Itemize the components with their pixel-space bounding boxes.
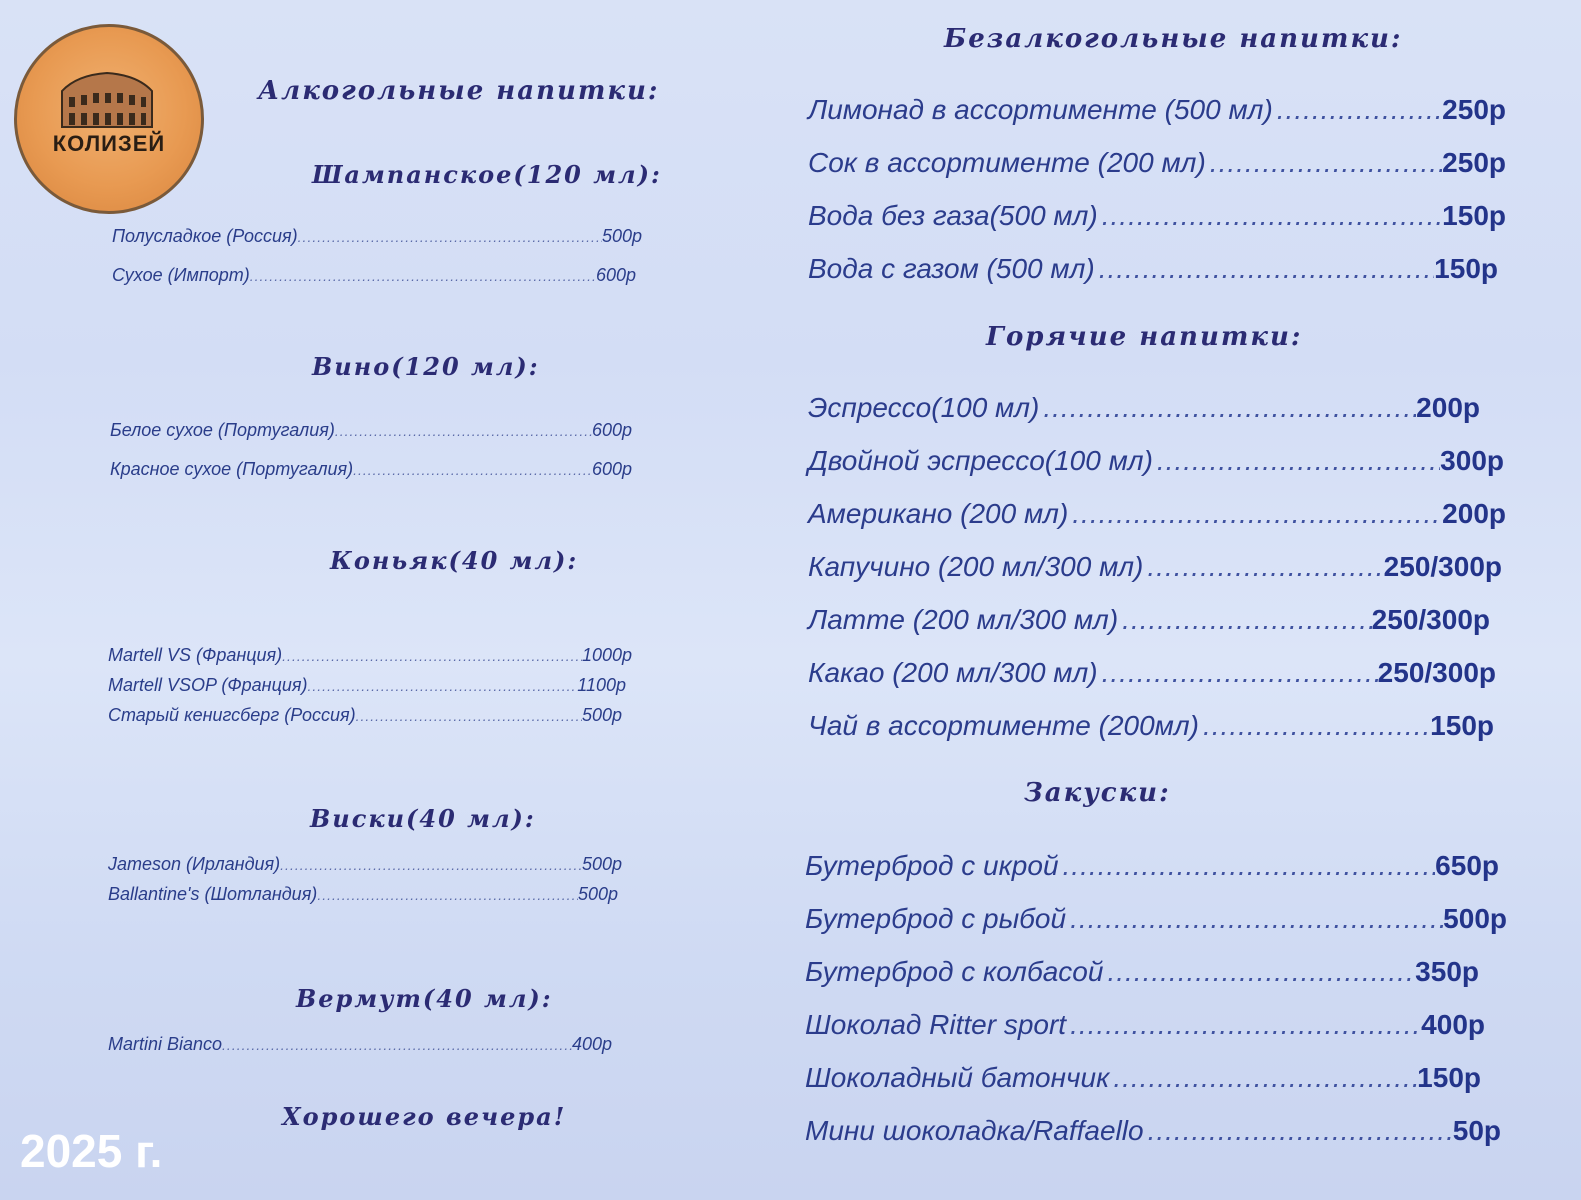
section-title-cognac: Коньяк(40 мл): bbox=[330, 546, 579, 575]
list-item: Бутерброд с рыбой ..... 500р bbox=[805, 903, 1507, 935]
footer-greeting: Хорошего вечера! bbox=[282, 1102, 567, 1131]
list-item: Мини шоколадка/Raffaello ..... 50р bbox=[805, 1115, 1501, 1147]
list-item: Капучино (200 мл/300 мл) ..... 250/300р bbox=[808, 551, 1502, 583]
list-item: Какао (200 мл/300 мл) ..... 250/300р bbox=[808, 657, 1496, 689]
list-item: Двойной эспрессо(100 мл) ..... 300р bbox=[808, 445, 1504, 477]
section-title-vermouth: Вермут(40 мл): bbox=[296, 984, 553, 1013]
list-item: Красное сухое (Португалия) ..... 600р bbox=[110, 459, 632, 481]
list-item: Бутерброд с колбасой ..... 350р bbox=[805, 956, 1479, 988]
list-item: Чай в ассортименте (200мл) ..... 150р bbox=[808, 710, 1494, 742]
list-item: Шоколад Ritter sport ..... 400р bbox=[805, 1009, 1485, 1041]
section-title-whisky: Виски(40 мл): bbox=[310, 804, 536, 833]
colosseum-icon bbox=[57, 69, 157, 129]
section-title-soft-drinks: Безалкогольные напитки: bbox=[944, 24, 1403, 54]
list-item: Американо (200 мл) ..... 200р bbox=[808, 498, 1506, 530]
section-title-hot-drinks: Горячие напитки: bbox=[986, 322, 1303, 352]
list-item: Эспрессо(100 мл) ..... 200р bbox=[808, 392, 1480, 424]
list-item: Вода с газом (500 мл) ..... 150р bbox=[808, 253, 1498, 285]
list-item: Шоколадный батончик ..... 150р bbox=[805, 1062, 1481, 1094]
section-title-wine: Вино(120 мл): bbox=[312, 352, 540, 381]
list-item: Вода без газа(500 мл) ..... 150р bbox=[808, 200, 1506, 232]
list-item: Сухое (Импорт) ..... 600р bbox=[112, 265, 636, 287]
section-title-snacks: Закуски: bbox=[1024, 778, 1171, 808]
list-item: Полусладкое (Россия) ..... 500р bbox=[112, 226, 642, 248]
list-item: Лимонад в ассортименте (500 мл) ..... 250р bbox=[808, 94, 1506, 126]
list-item: Латте (200 мл/300 мл) ..... 250/300р bbox=[808, 604, 1490, 636]
list-item: Белое сухое (Португалия) ..... 600р bbox=[110, 420, 632, 442]
list-item: Martini Bianco ..... 400р bbox=[108, 1034, 612, 1056]
list-item: Martell VSOP (Франция) ..... 1100р bbox=[108, 675, 626, 697]
list-item: Старый кенигсберг (Россия) ..... 500р bbox=[108, 705, 622, 727]
section-title-champagne: Шампанское(120 мл): bbox=[312, 160, 662, 189]
list-item: Бутерброд с икрой ..... 650р bbox=[805, 850, 1499, 882]
list-item: Ballantine's (Шотландия) ..... 500р bbox=[108, 884, 618, 906]
year-label: 2025 г. bbox=[20, 1125, 163, 1177]
list-item: Martell VS (Франция) ..... 1000р bbox=[108, 645, 632, 667]
restaurant-logo bbox=[14, 24, 204, 214]
alcohol-heading: Алкогольные напитки: bbox=[258, 76, 660, 106]
logo-name: КОЛИЗЕЙ bbox=[52, 131, 166, 156]
list-item: Сок в ассортименте (200 мл) ..... 250р bbox=[808, 147, 1506, 179]
list-item: Jameson (Ирландия) ..... 500р bbox=[108, 854, 622, 876]
